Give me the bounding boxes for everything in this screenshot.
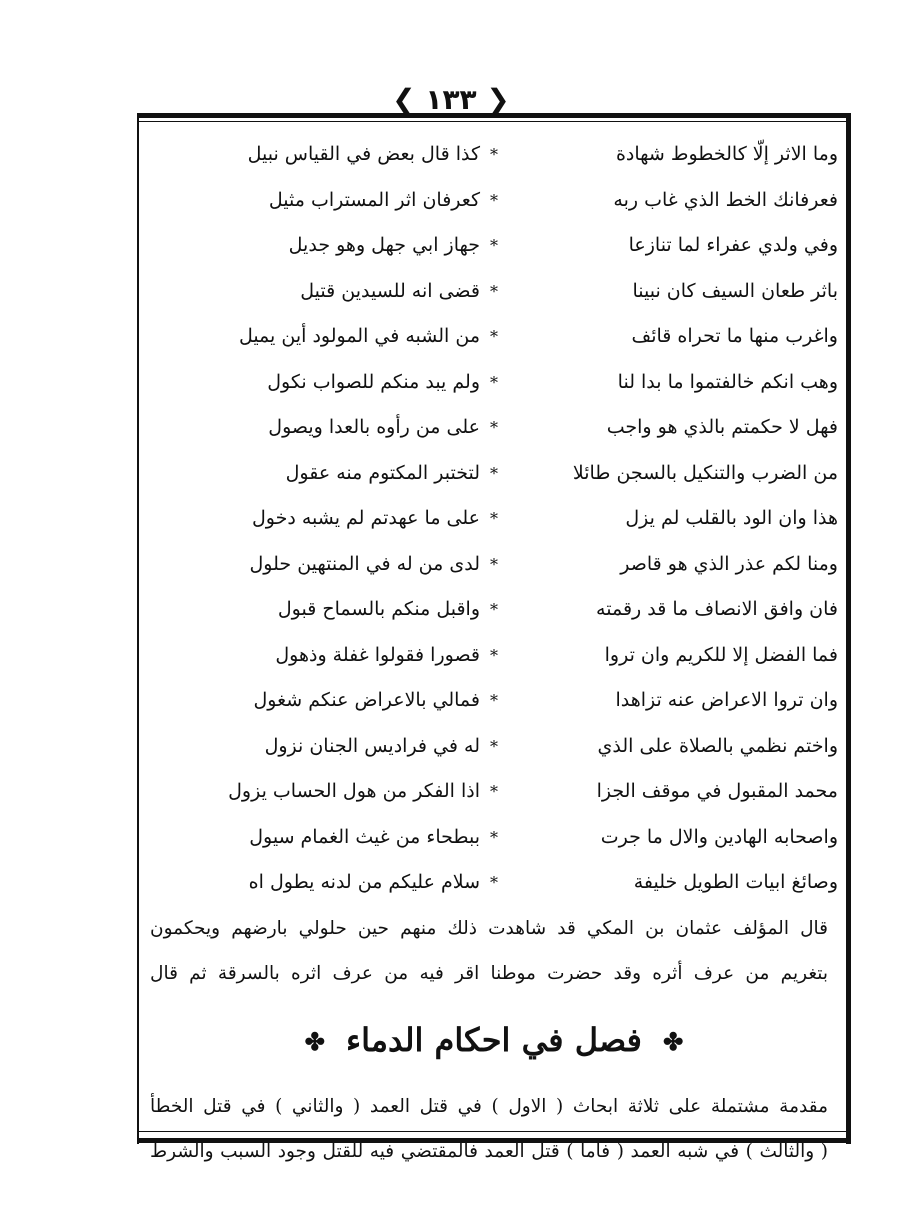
verse-first-hemistich: واختم نظمي بالصلاة على الذي [597,734,838,757]
verse-separator-icon: * [490,190,498,210]
verse-first-hemistich: ومنا لكم عذر الذي هو قاصر [620,552,838,575]
verse-first-hemistich: وفي ولدي عفراء لما تنازعا [628,234,838,256]
verse-second-hemistich: ولم يبد منكم للصواب نكول [267,370,480,393]
verse-first-hemistich: واصحابه الهادين والال ما جرت [600,825,838,848]
prose-line: ( والثالث ) في شبه العمد ( فاما ) قتل العمد فالمقتضي فيه للقتل وجود السبب والشرط [150,1140,828,1162]
verse-first-hemistich: فما الفضل إلا للكريم وان تروا [604,643,838,666]
verse-separator-icon: * [490,281,498,301]
frame-left-border [137,113,139,1144]
verse-second-hemistich: له في فراديس الجنان نزول [264,734,480,757]
ornament-icon: ✤ [663,1027,684,1056]
verse-second-hemistich: لتختبر المكتوم منه عقول [285,461,480,484]
verse-line [150,360,838,406]
verse-separator-icon: * [490,418,498,437]
verse-second-hemistich: من الشبه في المولود أين يميل [238,325,480,347]
verse-separator-icon: * [490,782,498,801]
page-number: ❮ ١٣٣ ❯ [392,83,510,116]
verse-line [150,314,838,360]
verse-second-hemistich: جهاز ابي جهل وهو جديل [288,234,480,256]
verse-second-hemistich: لدى من له في المنتهين حلول [249,552,480,575]
verse-separator-icon: * [490,236,498,255]
prose-line: قال المؤلف عثمان بن المكي قد شاهدت ذلك منهم حين حلولي بارضهم ويحكمون [150,917,828,939]
verse-second-hemistich: واقبل منكم بالسماح قبول [277,598,480,620]
verse-line [150,405,838,451]
poem [150,132,838,906]
verse-line [150,223,838,269]
verse-first-hemistich: فعرفانك الخط الذي غاب ربه [613,188,838,211]
verse-first-hemistich: فان وافق الانصاف ما قد رقمته [596,598,838,620]
verse-first-hemistich: وهب انكم خالفتموا ما بدا لنا [617,370,838,393]
verse-first-hemistich: وصائغ ابيات الطويل خليفة [633,871,838,893]
verse-first-hemistich: من الضرب والتنكيل بالسجن طائلا [572,461,838,484]
verse-separator-icon: * [490,827,498,847]
prose-line: بتغريم من عرف أثره وقد حضرت موطنا اقر فيه من عرف اثره بالسرقة ثم قال [150,962,828,984]
verse-second-hemistich: قضى انه للسيدين قتيل [300,279,480,302]
ornament-icon: ✤ [304,1027,325,1056]
section-title: فصل في احكام الدماء [346,1020,642,1059]
frame-top-inner-border [137,121,851,122]
frame-top-border [137,113,851,118]
verse-second-hemistich: فمالي بالاعراض عنكم شغول [253,689,480,711]
verse-separator-icon: * [490,509,498,528]
verse-line [150,769,838,815]
verse-first-hemistich: هذا وان الود بالقلب لم يزل [625,507,838,529]
verse-second-hemistich: سلام عليكم من لدنه يطول اه [248,871,480,893]
verse-line [150,860,838,906]
verse-first-hemistich: واغرب منها ما تحراه قائف [631,325,838,347]
verse-second-hemistich: كذا قال بعض في القياس نبيل [247,143,480,165]
verse-line [150,451,838,497]
verse-separator-icon: * [490,736,498,756]
verse-line [150,815,838,861]
verse-first-hemistich: باثر طعان السيف كان نبينا [632,279,838,302]
verse-first-hemistich: محمد المقبول في موقف الجزا [596,780,838,802]
verse-line [150,269,838,315]
section-heading [150,996,838,1084]
verse-separator-icon: * [490,327,498,346]
verse-separator-icon: * [490,372,498,392]
verse-line [150,633,838,679]
verse-second-hemistich: على من رأوه بالعدا ويصول [268,416,480,438]
verse-separator-icon: * [490,554,498,574]
verse-separator-icon: * [490,645,498,665]
frame-right-border [846,113,851,1144]
verse-separator-icon: * [490,873,498,892]
prose-line: مقدمة مشتملة على ثلاثة ابحاث ( الاول ) في قتل العمد ( والثاني ) في قتل الخطأ [150,1095,828,1117]
verse-line [150,542,838,588]
verse-second-hemistich: ببطحاء من غيث الغمام سيول [249,825,480,848]
verse-line [150,724,838,770]
verse-second-hemistich: قصورا فقولوا غفلة وذهول [275,643,480,666]
verse-line [150,587,838,633]
verse-second-hemistich: اذا الفكر من هول الحساب يزول [228,780,480,802]
verse-first-hemistich: وما الاثر إلّا كالخطوط شهادة [615,143,838,165]
verse-first-hemistich: وان تروا الاعراض عنه تزاهدا [615,689,838,711]
verse-separator-icon: * [490,691,498,710]
verse-line [150,496,838,542]
verse-line [150,178,838,224]
verse-first-hemistich: فهل لا حكمتم بالذي هو واجب [606,416,838,438]
verse-separator-icon: * [490,600,498,619]
verse-separator-icon: * [490,463,498,483]
verse-second-hemistich: كعرفان اثر المستراب مثيل [268,188,480,211]
verse-line [150,678,838,724]
verse-line [150,132,838,178]
verse-separator-icon: * [490,145,498,164]
verse-second-hemistich: على ما عهدتم لم يشبه دخول [251,507,480,529]
page-text [150,132,838,1174]
